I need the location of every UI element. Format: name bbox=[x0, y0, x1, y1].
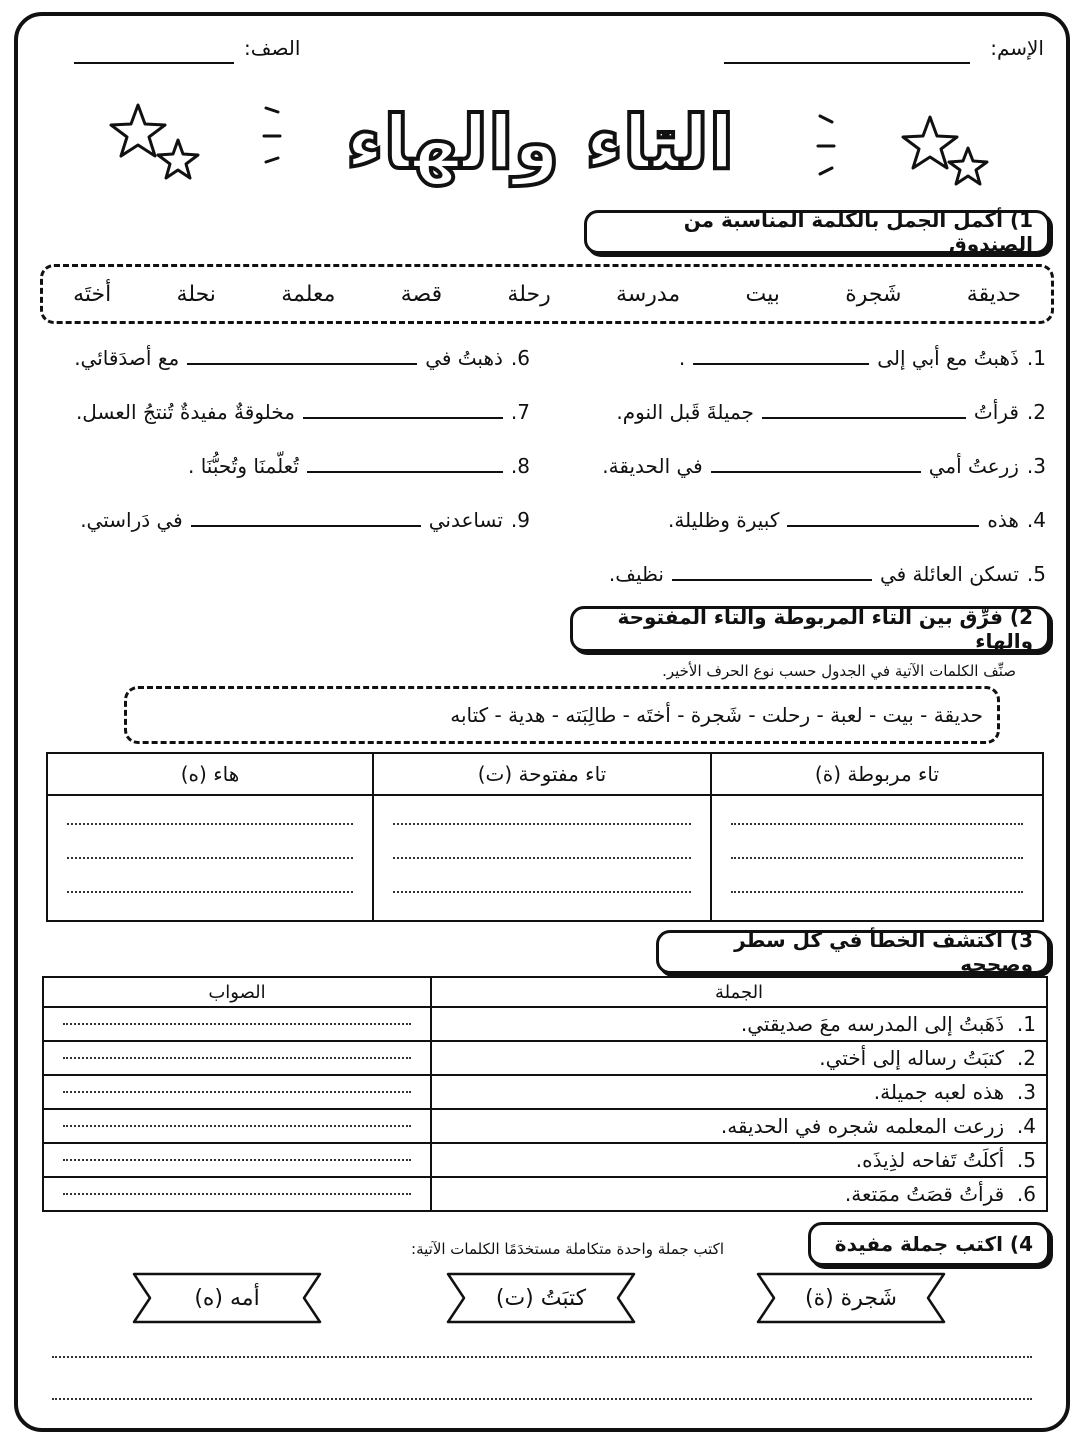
writing-line-2[interactable] bbox=[52, 1398, 1032, 1400]
item-number: 5. bbox=[1026, 562, 1046, 586]
sentence-start: ذهبتُ في bbox=[425, 346, 503, 370]
column-header-haa: هاء (ه) bbox=[47, 753, 373, 795]
sentence-end: في الحديقة. bbox=[602, 454, 703, 478]
writing-line-1[interactable] bbox=[52, 1356, 1032, 1358]
section4-instruction: اكتب جملة واحدة متكاملة مستخدَمًا الكلمات الآتية: bbox=[411, 1240, 724, 1258]
banner-word-2: كتبَتُ (ت) bbox=[446, 1272, 626, 1324]
item-number: 3. bbox=[1026, 454, 1046, 478]
sentence-item-6 bbox=[74, 346, 530, 370]
table-row: 6. قرأتُ قصَتُ ممَتعة. bbox=[431, 1177, 1047, 1211]
correction-answer-cell[interactable] bbox=[43, 1177, 431, 1211]
sentence-start: ذَهبتُ مع أبي إلى bbox=[877, 346, 1019, 370]
correction-answer-cell[interactable] bbox=[43, 1109, 431, 1143]
sentence-item-2 bbox=[616, 400, 1046, 424]
answer-blank[interactable] bbox=[307, 470, 503, 473]
word-bank-item: بيت bbox=[745, 281, 780, 307]
sentence-item-8 bbox=[188, 454, 530, 478]
table-row: 3. هذه لعبه جميلة. bbox=[431, 1075, 1047, 1109]
stars-left-icon bbox=[108, 100, 208, 190]
answer-blank[interactable] bbox=[303, 416, 503, 419]
sentence-end: نظيف. bbox=[608, 562, 664, 586]
answer-blank[interactable] bbox=[711, 470, 921, 473]
sentence-end: في دَراستي. bbox=[80, 508, 183, 532]
item-number: 2. bbox=[1026, 400, 1046, 424]
item-number: 8. bbox=[510, 454, 530, 478]
worksheet-title: التاء والهاء bbox=[345, 100, 735, 186]
class-field[interactable] bbox=[74, 62, 234, 64]
sentence-start: تسكن العائلة في bbox=[879, 562, 1019, 586]
answer-blank[interactable] bbox=[787, 524, 979, 527]
answer-blank[interactable] bbox=[762, 416, 966, 419]
item-number: 7. bbox=[510, 400, 530, 424]
item-number: 4. bbox=[1026, 508, 1046, 532]
answer-blank[interactable] bbox=[672, 578, 872, 581]
section4-heading: 4) اكتب جملة مفيدة bbox=[808, 1222, 1050, 1266]
column-header-sentence: الجملة bbox=[431, 977, 1047, 1007]
section1-heading: 1) أكمل الجمل بالكلمة المناسبة من الصندوق bbox=[584, 210, 1050, 254]
sentence-end: جميلةَ قَبل النوم. bbox=[616, 400, 754, 424]
sentence-start: قرأتُ bbox=[973, 400, 1019, 424]
answer-cell[interactable] bbox=[373, 795, 711, 921]
word-bank bbox=[40, 264, 1054, 324]
sentence-start: تساعدني bbox=[428, 508, 503, 532]
sentence-start: هذه bbox=[987, 508, 1019, 532]
sentence-end: تُعلّمنَا وتُحبُّنَا . bbox=[188, 454, 299, 478]
correction-table bbox=[42, 976, 1048, 1212]
sentence-start: زرعتُ أمي bbox=[928, 454, 1019, 478]
section2-heading: 2) فرِّق بين التاء المربوطة والتاء المفتوحة والهاء bbox=[570, 606, 1050, 652]
word-bank-item: حديقة bbox=[966, 281, 1021, 307]
answer-blank[interactable] bbox=[191, 524, 421, 527]
table-row: 5. أكلَتُ تَفاحه لذِيذَه. bbox=[431, 1143, 1047, 1177]
classify-table bbox=[46, 752, 1044, 922]
sentence-item-9 bbox=[80, 508, 530, 532]
section3-heading: 3) اكتشف الخطأ في كل سطر وصححه bbox=[656, 930, 1050, 974]
table-row: 1. ذَهَبتُ إلى المدرسه معَ صديقتي. bbox=[431, 1007, 1047, 1041]
banner-word-3: أمه (ه) bbox=[132, 1272, 312, 1324]
sentence-item-5 bbox=[609, 562, 1046, 586]
word-bank-item: قصة bbox=[400, 281, 443, 307]
answer-blank[interactable] bbox=[187, 362, 417, 365]
word-bank-item: نحلة bbox=[176, 281, 216, 307]
word-bank-item: مدرسة bbox=[616, 281, 681, 307]
class-label: الصف: bbox=[244, 36, 301, 60]
correction-answer-cell[interactable] bbox=[43, 1143, 431, 1177]
sentence-item-1 bbox=[679, 346, 1046, 370]
name-field[interactable] bbox=[724, 62, 970, 64]
answer-blank[interactable] bbox=[693, 362, 869, 365]
banner-word-1: شَجرة (ة) bbox=[756, 1272, 936, 1324]
sentence-item-4 bbox=[668, 508, 1046, 532]
word-bank-item: معلمة bbox=[281, 281, 336, 307]
stars-right-icon bbox=[900, 112, 1000, 192]
item-number: 6. bbox=[510, 346, 530, 370]
correction-answer-cell[interactable] bbox=[43, 1041, 431, 1075]
sentence-item-7 bbox=[76, 400, 530, 424]
item-number: 1. bbox=[1026, 346, 1046, 370]
section2-instruction: صنِّف الكلمات الآتية في الجدول حسب نوع الحرف الأخير. bbox=[662, 662, 1016, 680]
name-label: الإسم: bbox=[990, 36, 1044, 60]
answer-cell[interactable] bbox=[47, 795, 373, 921]
table-row: 4. زرعت المعلمه شجره في الحديقه. bbox=[431, 1109, 1047, 1143]
answer-cell[interactable] bbox=[711, 795, 1043, 921]
item-number: 9. bbox=[510, 508, 530, 532]
classify-word-box bbox=[124, 686, 1000, 744]
table-row: 2. كتبَتُ رساله إلى أختي. bbox=[431, 1041, 1047, 1075]
column-header-taa-marbuta: تاء مربوطة (ة) bbox=[711, 753, 1043, 795]
sentence-end: كبيرة وظليلة. bbox=[667, 508, 780, 532]
correction-answer-cell[interactable] bbox=[43, 1075, 431, 1109]
column-header-correct: الصواب bbox=[43, 977, 431, 1007]
correction-answer-cell[interactable] bbox=[43, 1007, 431, 1041]
word-bank-item: رحلة bbox=[507, 281, 551, 307]
classify-words: حديقة - بيت - لعبة - رحلت - شَجرة - أختَه - طالِبَته - هدية - كتابه bbox=[450, 703, 983, 727]
column-header-taa-maftuha: تاء مفتوحة (ت) bbox=[373, 753, 711, 795]
sentence-end: مخلوقةٌ مفيدةٌ تُنتجُ العسل. bbox=[75, 400, 295, 424]
sentence-end: مع أصدَقائي. bbox=[74, 346, 180, 370]
sentence-end: . bbox=[678, 346, 686, 370]
word-bank-item: شَجرة bbox=[845, 281, 902, 307]
sentence-item-3 bbox=[602, 454, 1046, 478]
word-bank-item: أختَه bbox=[73, 281, 112, 307]
